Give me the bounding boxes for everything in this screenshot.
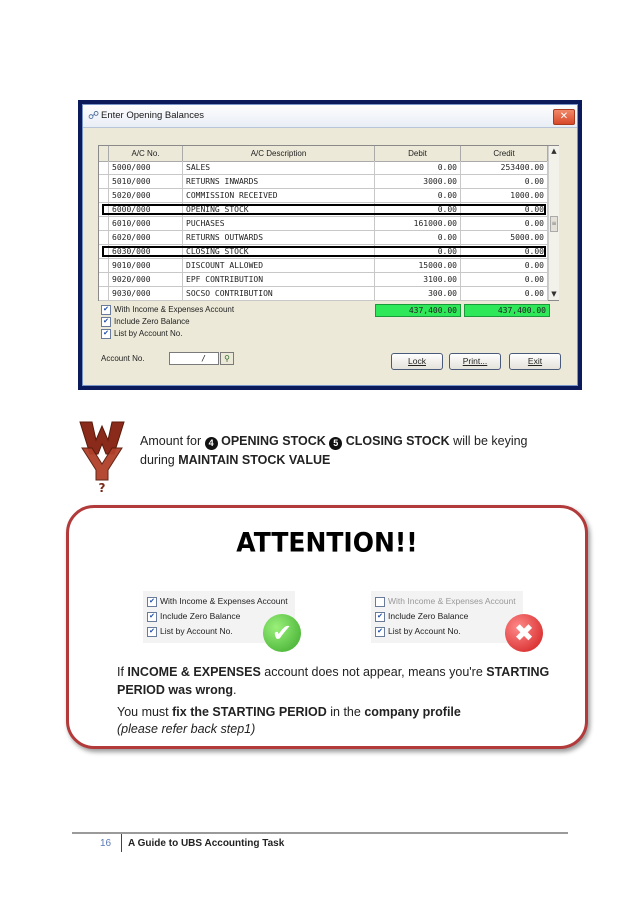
cell-credit[interactable]: 253400.00 bbox=[461, 161, 548, 174]
cell-acno[interactable]: 9010/000 bbox=[109, 259, 183, 272]
cell-credit[interactable]: 0.00 bbox=[461, 203, 548, 216]
number-5-icon: 5 bbox=[329, 437, 342, 450]
cell-debit[interactable]: 15000.00 bbox=[375, 259, 461, 272]
row-selector[interactable] bbox=[99, 287, 109, 300]
logo-question-mark: ? bbox=[98, 481, 106, 494]
number-4-icon: 4 bbox=[205, 437, 218, 450]
footer-divider bbox=[72, 832, 568, 834]
highlight-closing-stock bbox=[102, 246, 546, 257]
window-title: Enter Opening Balances bbox=[101, 110, 204, 121]
cell-acno[interactable]: 6020/000 bbox=[109, 231, 183, 244]
checkbox-icon[interactable]: ✔ bbox=[101, 329, 111, 339]
row-selector[interactable] bbox=[99, 259, 109, 272]
cell-debit[interactable]: 0.00 bbox=[375, 203, 461, 216]
opening-balances-window bbox=[82, 104, 578, 386]
footer-separator bbox=[121, 834, 122, 852]
vertical-scrollbar[interactable] bbox=[548, 146, 559, 300]
total-debit: 437,400.00 bbox=[375, 304, 461, 317]
checkbox-icon: ✔ bbox=[147, 612, 157, 622]
why-logo-icon bbox=[78, 418, 126, 494]
cell-description[interactable]: SOCSO CONTRIBUTION bbox=[183, 287, 375, 300]
row-selector[interactable] bbox=[99, 273, 109, 286]
row-selector[interactable] bbox=[99, 175, 109, 188]
note-line-2: during MAINTAIN STOCK VALUE bbox=[140, 453, 331, 467]
cell-description[interactable]: OPENING STOCK bbox=[183, 203, 375, 216]
attention-title: ATTENTION!! bbox=[236, 527, 418, 558]
checkbox-icon[interactable]: ✔ bbox=[101, 317, 111, 327]
cell-credit[interactable]: 0.00 bbox=[461, 175, 548, 188]
cell-description[interactable]: COMMISSION RECEIVED bbox=[183, 189, 375, 202]
table-row[interactable] bbox=[99, 259, 548, 273]
attention-paragraph-1: If INCOME & EXPENSES account does not appear, means you're STARTING PERIOD was wrong. bbox=[117, 665, 550, 697]
account-no-label: Account No. bbox=[101, 354, 145, 363]
account-no-input[interactable]: / bbox=[169, 352, 219, 365]
grid-header bbox=[99, 146, 548, 162]
header-debit[interactable]: Debit bbox=[375, 146, 461, 161]
checkbox-icon: ✔ bbox=[147, 627, 157, 637]
checkbox-empty-icon bbox=[375, 597, 385, 607]
table-row[interactable] bbox=[99, 273, 548, 287]
checkbox-icon[interactable]: ✔ bbox=[101, 305, 111, 315]
app-icon: ☍ bbox=[88, 109, 100, 122]
search-icon[interactable]: ⚲ bbox=[220, 352, 234, 365]
page-number: 16 bbox=[100, 838, 112, 849]
cell-acno[interactable]: 5010/000 bbox=[109, 175, 183, 188]
checkbox-income-expenses-wrong: With Income & Expenses Account bbox=[375, 595, 516, 607]
cell-description[interactable]: SALES bbox=[183, 161, 375, 174]
close-button[interactable]: ✕ bbox=[553, 109, 575, 125]
cell-acno[interactable]: 9020/000 bbox=[109, 273, 183, 286]
header-credit[interactable]: Credit bbox=[461, 146, 548, 161]
title-bar bbox=[83, 105, 577, 128]
cell-acno[interactable]: 6000/000 bbox=[109, 203, 183, 216]
row-selector[interactable] bbox=[99, 231, 109, 244]
cell-description[interactable]: RETURNS INWARDS bbox=[183, 175, 375, 188]
print-button[interactable]: Print... bbox=[449, 353, 501, 370]
row-selector[interactable] bbox=[99, 217, 109, 230]
wrong-example bbox=[371, 591, 523, 643]
cell-credit[interactable]: 5000.00 bbox=[461, 231, 548, 244]
footer-title: A Guide to UBS Accounting Task bbox=[128, 838, 285, 849]
cell-debit[interactable]: 3000.00 bbox=[375, 175, 461, 188]
cell-credit[interactable]: 0.00 bbox=[461, 273, 548, 286]
checkbox-income-expenses[interactable]: ✔ With Income & Expenses Account bbox=[101, 304, 234, 315]
cell-debit[interactable]: 0.00 bbox=[375, 245, 461, 258]
check-mark-icon: ✔ bbox=[263, 614, 301, 652]
exit-button[interactable]: Exit bbox=[509, 353, 561, 370]
checkbox-icon: ✔ bbox=[375, 612, 385, 622]
row-selector[interactable] bbox=[99, 189, 109, 202]
table-row[interactable] bbox=[99, 231, 548, 245]
cell-description[interactable]: CLOSING STOCK bbox=[183, 245, 375, 258]
table-row[interactable] bbox=[99, 217, 548, 231]
opening-stock-text: OPENING STOCK bbox=[221, 434, 326, 448]
highlight-opening-stock bbox=[102, 204, 546, 215]
lock-button[interactable]: Lock bbox=[391, 353, 443, 370]
cell-credit[interactable]: 1000.00 bbox=[461, 189, 548, 202]
table-row[interactable] bbox=[99, 189, 548, 203]
total-credit: 437,400.00 bbox=[464, 304, 550, 317]
cell-debit[interactable]: 161000.00 bbox=[375, 217, 461, 230]
balances-grid bbox=[98, 145, 559, 301]
cell-description[interactable]: PUCHASES bbox=[183, 217, 375, 230]
scroll-down-icon[interactable]: ▼ bbox=[551, 290, 557, 298]
cell-acno[interactable]: 5020/000 bbox=[109, 189, 183, 202]
cell-description[interactable]: DISCOUNT ALLOWED bbox=[183, 259, 375, 272]
attention-paragraph-3: (please refer back step1) bbox=[117, 722, 256, 736]
table-row[interactable] bbox=[99, 161, 548, 175]
checkbox-icon: ✔ bbox=[147, 597, 157, 607]
cell-acno[interactable]: 9030/000 bbox=[109, 287, 183, 300]
table-row[interactable] bbox=[99, 175, 548, 189]
cross-mark-icon: ✖ bbox=[505, 614, 543, 652]
cell-debit[interactable]: 300.00 bbox=[375, 287, 461, 300]
attention-paragraph-2: You must fix the STARTING PERIOD in the company profile bbox=[117, 705, 461, 719]
checkbox-list-by-account-wrong: ✔ List by Account No. bbox=[375, 625, 461, 637]
cell-acno[interactable]: 5000/000 bbox=[109, 161, 183, 174]
cell-credit[interactable]: 0.00 bbox=[461, 245, 548, 258]
checkbox-icon: ✔ bbox=[375, 627, 385, 637]
cell-description[interactable]: RETURNS OUTWARDS bbox=[183, 231, 375, 244]
cell-credit[interactable]: 0.00 bbox=[461, 287, 548, 300]
cell-credit[interactable]: 0.00 bbox=[461, 217, 548, 230]
header-acno[interactable]: A/C No. bbox=[109, 146, 183, 161]
cell-description[interactable]: EPF CONTRIBUTION bbox=[183, 273, 375, 286]
maintain-stock-value-text: MAINTAIN STOCK VALUE bbox=[178, 453, 331, 467]
header-spacer bbox=[99, 146, 109, 161]
header-description[interactable]: A/C Description bbox=[183, 146, 375, 161]
checkbox-zero-balance[interactable]: ✔ Include Zero Balance bbox=[101, 316, 190, 327]
note-line-1: Amount for 4 OPENING STOCK 5 CLOSING STOCK will be keying bbox=[140, 434, 528, 448]
cell-acno[interactable]: 6010/000 bbox=[109, 217, 183, 230]
checkbox-zero-balance-wrong: ✔ Include Zero Balance bbox=[375, 610, 468, 622]
checkbox-income-expenses-correct: ✔ With Income & Expenses Account bbox=[147, 595, 288, 607]
row-selector[interactable] bbox=[99, 161, 109, 174]
scroll-up-icon[interactable]: ▲ bbox=[551, 147, 557, 155]
cell-debit[interactable]: 0.00 bbox=[375, 189, 461, 202]
closing-stock-text: CLOSING STOCK bbox=[345, 434, 450, 448]
table-row[interactable] bbox=[99, 287, 548, 301]
checkbox-list-by-account[interactable]: ✔ List by Account No. bbox=[101, 328, 182, 339]
cell-credit[interactable]: 0.00 bbox=[461, 259, 548, 272]
scroll-thumb[interactable]: ≡ bbox=[550, 216, 558, 232]
cell-acno[interactable]: 6030/000 bbox=[109, 245, 183, 258]
cell-debit[interactable]: 3100.00 bbox=[375, 273, 461, 286]
checkbox-list-by-account-correct: ✔ List by Account No. bbox=[147, 625, 233, 637]
attention-box bbox=[66, 505, 588, 749]
cell-debit[interactable]: 0.00 bbox=[375, 161, 461, 174]
cell-debit[interactable]: 0.00 bbox=[375, 231, 461, 244]
checkbox-zero-balance-correct: ✔ Include Zero Balance bbox=[147, 610, 240, 622]
